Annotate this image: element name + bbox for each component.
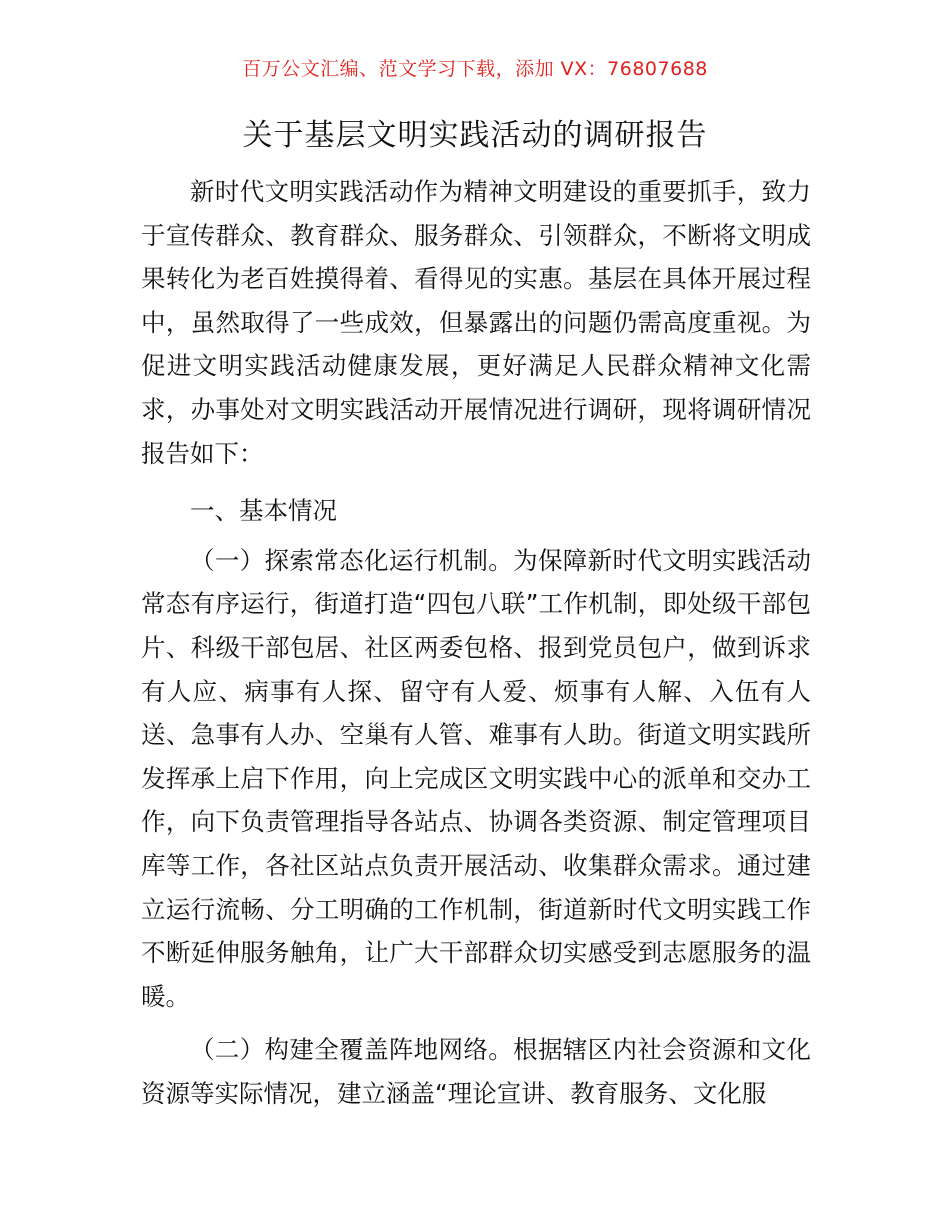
section-heading: 一、基本情况 (190, 496, 337, 526)
intro-paragraph: 新时代文明实践活动作为精神文明建设的重要抓手，致力于宣传群众、教育群众、服务群众、引领群众，不断将文明成果转化为老百姓摸得着、看得见的实惠。基层在具体开展过程中，虽然取得了一些成效，但暴露出的问题仍需高度重视。为促进文明实践活动健康发展，更好满足人民群众精神文化需求，办事处对文明实践活动开展情况进行调研，现将调研情况报告如下： (141, 177, 811, 468)
watermark-banner: 百万公文汇编、范文学习下载，添加 VX：76807688 (242, 58, 708, 80)
subsection-paragraph-1: （一）探索常态化运行机制。为保障新时代文明实践活动常态有序运行，街道打造“四包八联”工作机制，即处级干部包片、科级干部包居、社区两委包格、报到党员包户，做到诉求有人应、病事有人探、留守有人爱、烦事有人解、入伍有人送、急事有人办、空巢有人管、难事有人助。街道文明实践所发挥承上启下作用，向上完成区文明实践中心的派单和交办工作，向下负责管理指导各站点、协调各类资源、制定管理项目库等工作，各社区站点负责开展活动、收集群众需求。通过建立运行流畅、分工明确的工作机制，街道新时代文明实践工作不断延伸服务触角，让广大干部群众切实感受到志愿服务的温暖。 (141, 545, 811, 1011)
document-title: 关于基层文明实践活动的调研报告 (242, 118, 708, 153)
subsection-paragraph-2: （二）构建全覆盖阵地网络。根据辖区内社会资源和文化资源等实际情况，建立涵盖“理论宣讲、教育服务、文化服 (141, 1035, 811, 1108)
document-body (141, 170, 811, 1115)
